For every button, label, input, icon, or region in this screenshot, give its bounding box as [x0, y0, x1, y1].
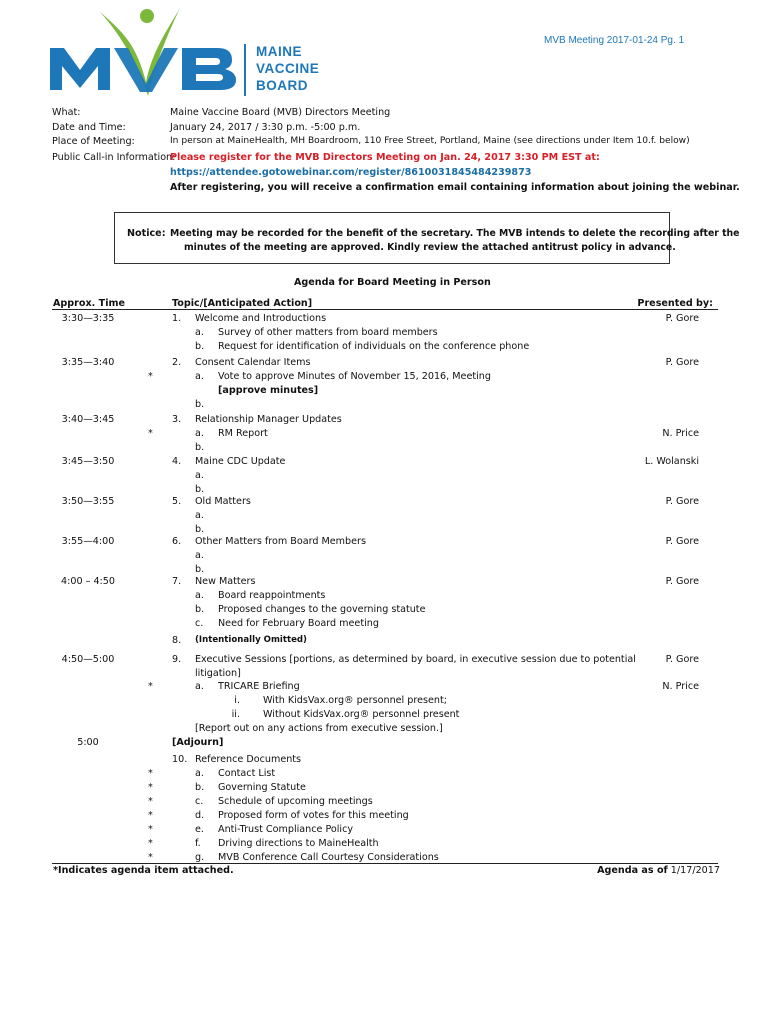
agenda-item-topic: Other Matters from Board Members: [195, 536, 366, 547]
agenda-item-topic: Maine CDC Update: [195, 456, 286, 467]
col-header-presenter: Presented by:: [637, 298, 713, 309]
call-in-label: Public Call-in Information:: [52, 152, 176, 163]
agenda-subitem-text: Proposed form of votes for this meeting: [218, 810, 409, 821]
agenda-item-number: 8.: [172, 635, 182, 646]
logo-name-line-3: BOARD: [256, 78, 308, 93]
agenda-item-number: 10.: [172, 754, 188, 765]
agenda-time: 3:35—3:40: [61, 357, 115, 368]
logo-name-line-2: VACCINE: [256, 61, 320, 76]
agenda-subitem-letter: c.: [195, 796, 204, 807]
col-header-topic: Topic/[Anticipated Action]: [172, 298, 313, 309]
agenda-subitem-letter: b.: [195, 442, 205, 453]
logo-name: [256, 43, 319, 94]
agenda-item-topic: [Adjourn]: [172, 737, 224, 748]
attachment-star: *: [148, 782, 153, 793]
agenda-subitem-text: Proposed changes to the governing statute: [218, 604, 426, 615]
attachment-star: *: [148, 768, 153, 779]
agenda-item-number: 1.: [172, 313, 182, 324]
agenda-item-topic-continued: litigation]: [195, 668, 241, 679]
attachment-star: *: [148, 852, 153, 863]
agenda-item-topic: Welcome and Introductions: [195, 313, 327, 324]
agenda-presenter: P. Gore: [665, 357, 699, 368]
call-in-register-text: Please register for the MVB Directors Meeting on Jan. 24, 2017 3:30 PM EST at:: [170, 152, 600, 163]
agenda-item-number: 3.: [172, 414, 182, 425]
place-label: Place of Meeting:: [52, 136, 135, 147]
attachment-star: *: [148, 838, 153, 849]
agenda-time: 3:45—3:50: [61, 456, 115, 467]
agenda-subitem-letter: a.: [195, 470, 204, 481]
col-header-time: Approx. Time: [53, 298, 125, 309]
agenda-subitem-text: Without KidsVax.org® personnel present: [263, 709, 460, 720]
agenda-subitem-letter: c.: [195, 618, 204, 629]
agenda-subitem-text: Schedule of upcoming meetings: [218, 796, 373, 807]
what-label: What:: [52, 107, 81, 118]
agenda-item-topic: New Matters: [195, 576, 256, 587]
agenda-subitem-letter: d.: [195, 810, 205, 821]
agenda-subitem-letter: a.: [195, 327, 204, 338]
agenda-subitem-letter: b.: [195, 782, 205, 793]
logo-divider: [244, 44, 246, 96]
agenda-subitem-letter: b.: [195, 604, 205, 615]
agenda-subitem-letter: f.: [195, 838, 201, 849]
agenda-subitem-note: [approve minutes]: [218, 385, 319, 396]
mvb-logo: [48, 4, 338, 100]
agenda-time: 3:30—3:35: [61, 313, 115, 324]
place-value: In person at MaineHealth, MH Boardroom, 110 Free Street, Portland, Maine (see directions under Item 10.f. below): [170, 136, 690, 146]
attachment-star: *: [148, 371, 153, 382]
agenda-subitem-text: Request for identification of individuals on the conference phone: [218, 341, 530, 352]
agenda-presenter: P. Gore: [665, 536, 699, 547]
agenda-subitem-letter: g.: [195, 852, 205, 863]
agenda-subitem-text: With KidsVax.org® personnel present;: [263, 695, 447, 706]
agenda-subitem-text: Board reappointments: [218, 590, 326, 601]
webinar-link[interactable]: https://attendee.gotowebinar.com/register/8610031845484239873: [170, 167, 532, 178]
agenda-roman-numeral: ii.: [231, 709, 240, 720]
agenda-presenter: P. Gore: [665, 576, 699, 587]
agenda-subitem-letter: b.: [195, 524, 205, 535]
agenda-subitem-letter: a.: [195, 428, 204, 439]
agenda-item-topic-continued: [Report out on any actions from executive session.]: [195, 723, 443, 734]
agenda-item-topic: Old Matters: [195, 496, 251, 507]
agenda-time: 3:55—4:00: [61, 536, 115, 547]
notice-line-2: minutes of the meeting are approved. Kindly review the attached antitrust policy in advance.: [184, 242, 676, 253]
agenda-subitem-letter: a.: [195, 768, 204, 779]
agenda-subitem-letter: a.: [195, 550, 204, 561]
agenda-item-number: 6.: [172, 536, 182, 547]
agenda-subitem-text: TRICARE Briefing: [218, 681, 300, 692]
page-label: MVB Meeting 2017-01-24 Pg. 1: [544, 35, 685, 46]
agenda-subitem-letter: a.: [195, 590, 204, 601]
agenda-time: 3:40—3:45: [61, 414, 115, 425]
agenda-title: Agenda for Board Meeting in Person: [294, 277, 491, 288]
agenda-subitem-text: Survey of other matters from board members: [218, 327, 438, 338]
agenda-subitem-letter: e.: [195, 824, 204, 835]
agenda-time: 3:50—3:55: [61, 496, 115, 507]
agenda-subitem-letter: b.: [195, 341, 205, 352]
agenda-subitem-text: Driving directions to MaineHealth: [218, 838, 379, 849]
agenda-presenter: L. Wolanski: [644, 456, 699, 467]
agenda-subitem-text: Governing Statute: [218, 782, 306, 793]
agenda-presenter: P. Gore: [665, 313, 699, 324]
agenda-subitem-letter: b.: [195, 484, 205, 495]
agenda-subitem-letter: b.: [195, 564, 205, 575]
agenda-item-topic: (Intentionally Omitted): [195, 635, 307, 645]
notice-label: Notice:: [127, 228, 166, 239]
agenda-subitem-letter: a.: [195, 681, 204, 692]
agenda-subitem-text: Contact List: [218, 768, 276, 779]
agenda-subitem-text: MVB Conference Call Courtesy Considerations: [218, 852, 439, 863]
agenda-subitem-text: Anti-Trust Compliance Policy: [218, 824, 354, 835]
agenda-presenter: P. Gore: [665, 496, 699, 507]
agenda-item-number: 7.: [172, 576, 182, 587]
agenda-item-number: 4.: [172, 456, 182, 467]
agenda-subitem-letter: a.: [195, 371, 204, 382]
agenda-as-of-label: Agenda as of: [597, 865, 668, 876]
attachment-star: *: [148, 796, 153, 807]
what-value: Maine Vaccine Board (MVB) Directors Meeting: [170, 107, 391, 118]
agenda-presenter: N. Price: [662, 681, 699, 692]
header-rule: [52, 309, 718, 310]
agenda-presenter: N. Price: [662, 428, 699, 439]
agenda-item-number: 5.: [172, 496, 182, 507]
agenda-subitem-letter: b.: [195, 399, 205, 410]
attachment-star: *: [148, 681, 153, 692]
attachment-star: *: [148, 824, 153, 835]
agenda-subitem-text: RM Report: [218, 428, 268, 439]
logo-name-line-1: MAINE: [256, 44, 302, 59]
agenda-subitem-text: Vote to approve Minutes of November 15, 2016, Meeting: [218, 371, 491, 382]
agenda-time: 4:00 – 4:50: [61, 576, 115, 587]
agenda-item-topic: Executive Sessions [portions, as determined by board, in executive session due to potential: [195, 654, 636, 665]
agenda-item-number: 9.: [172, 654, 182, 665]
agenda-item-topic: Consent Calendar Items: [195, 357, 311, 368]
agenda-time: 4:50—5:00: [61, 654, 115, 665]
agenda-as-of: [597, 864, 720, 878]
logo-mark-icon: [48, 4, 248, 100]
date-value: January 24, 2017 / 3:30 p.m. -5:00 p.m.: [170, 122, 361, 133]
agenda-item-number: 2.: [172, 357, 182, 368]
agenda-item-topic: Reference Documents: [195, 754, 302, 765]
agenda-time: 5:00: [77, 737, 99, 748]
agenda-item-topic: Relationship Manager Updates: [195, 414, 342, 425]
attachment-star: *: [148, 428, 153, 439]
notice-line-1: Meeting may be recorded for the benefit of the secretary. The MVB intends to delete the recording after the: [170, 228, 740, 239]
call-in-after-text: After registering, you will receive a confirmation email containing information about joining the webinar.: [170, 182, 740, 193]
agenda-roman-numeral: i.: [234, 695, 240, 706]
agenda-presenter: P. Gore: [665, 654, 699, 665]
agenda-subitem-text: Need for February Board meeting: [218, 618, 379, 629]
attachment-star: *: [148, 810, 153, 821]
footnote: *Indicates agenda item attached.: [53, 865, 234, 876]
agenda-as-of-date: 1/17/2017: [670, 865, 720, 876]
agenda-subitem-letter: a.: [195, 510, 204, 521]
date-label: Date and Time:: [52, 122, 126, 133]
